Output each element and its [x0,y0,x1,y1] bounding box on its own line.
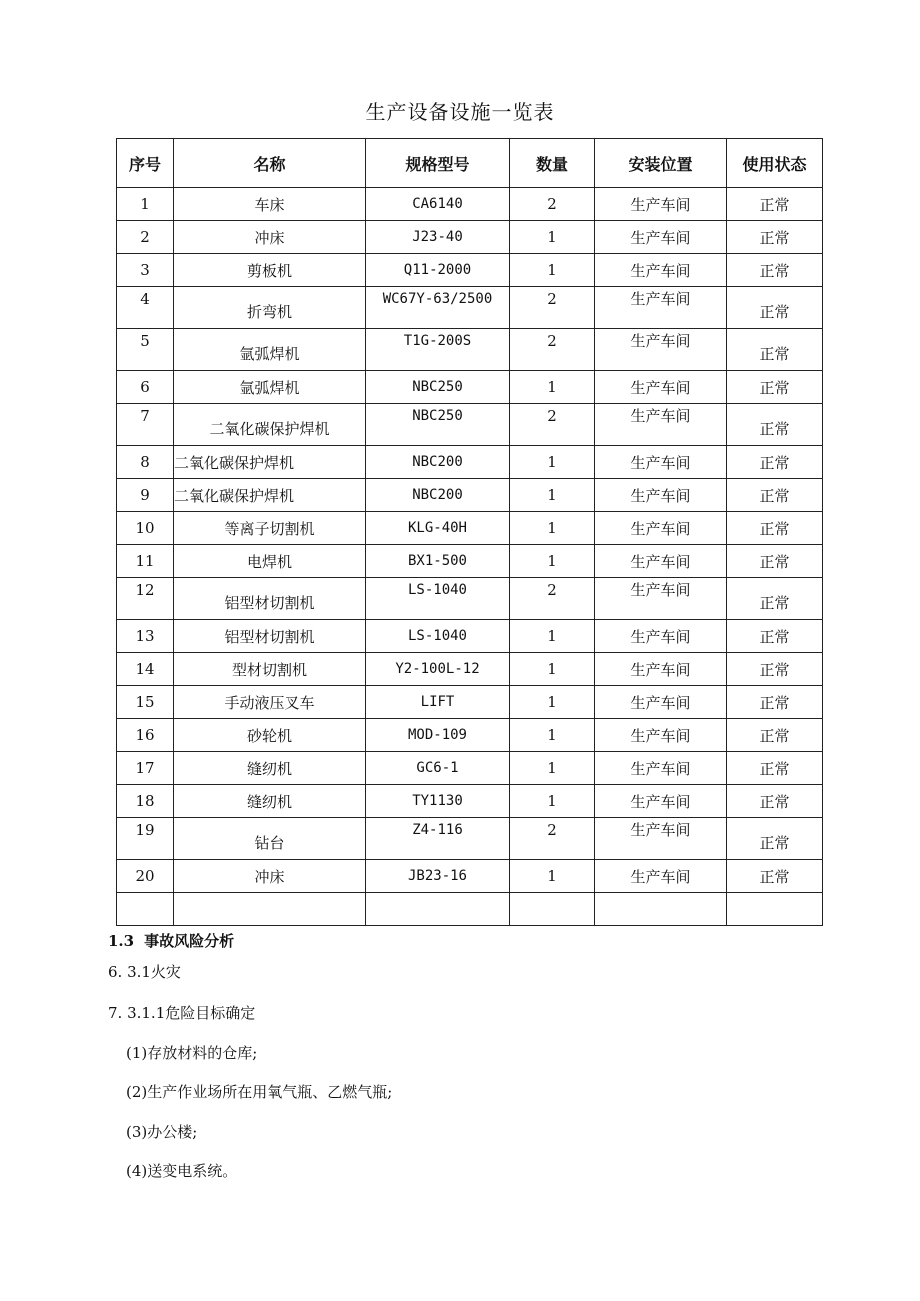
cell-name: 氩弧焊机 [174,371,366,404]
cell-model: GC6-1 [366,752,510,785]
cell-qty: 1 [510,254,595,287]
cell-no: 7 [117,404,174,446]
sub-list-item: (2)生产作业场所在用氧气瓶、乙燃气瓶; [126,1083,393,1101]
cell-status: 正常 [727,818,823,860]
header-model: 规格型号 [366,139,510,188]
cell-location: 生产车间 [595,188,727,221]
cell-qty: 2 [510,818,595,860]
cell-name: 等离子切割机 [174,512,366,545]
cell-name: 钻台 [174,818,366,860]
header-name: 名称 [174,139,366,188]
cell-qty: 1 [510,860,595,893]
cell-qty: 2 [510,329,595,371]
cell-no: 2 [117,221,174,254]
cell-location: 生产车间 [595,686,727,719]
table-row [117,785,823,818]
table-row [117,479,823,512]
cell-name: 缝纫机 [174,785,366,818]
table-row [117,446,823,479]
cell-model: NBC200 [366,446,510,479]
cell-location: 生产车间 [595,653,727,686]
cell-location: 生产车间 [595,371,727,404]
cell-status: 正常 [727,653,823,686]
table-row [117,578,823,620]
cell-model: Y2-100L-12 [366,653,510,686]
cell-location: 生产车间 [595,860,727,893]
cell-qty: 1 [510,686,595,719]
empty-cell [727,893,823,926]
cell-location: 生产车间 [595,620,727,653]
cell-location: 生产车间 [595,545,727,578]
cell-name: 电焊机 [174,545,366,578]
cell-no: 12 [117,578,174,620]
cell-name: 折弯机 [174,287,366,329]
page-title: 生产设备设施一览表 [365,100,555,124]
cell-no: 19 [117,818,174,860]
cell-location: 生产车间 [595,578,727,620]
empty-cell [595,893,727,926]
list-item: 7. 3.1.1危险目标确定 [108,1004,256,1022]
cell-no: 20 [117,860,174,893]
section-heading [108,930,234,951]
cell-no: 18 [117,785,174,818]
cell-status: 正常 [727,686,823,719]
cell-name: 缝纫机 [174,752,366,785]
cell-name: 型材切割机 [174,653,366,686]
table-row [117,287,823,329]
cell-status: 正常 [727,221,823,254]
cell-status: 正常 [727,512,823,545]
cell-model: NBC250 [366,404,510,446]
cell-qty: 1 [510,719,595,752]
header-status: 使用状态 [727,139,823,188]
cell-location: 生产车间 [595,287,727,329]
cell-name: 剪板机 [174,254,366,287]
cell-status: 正常 [727,620,823,653]
cell-model: WC67Y-63/2500 [366,287,510,329]
empty-cell [366,893,510,926]
header-qty: 数量 [510,139,595,188]
cell-name: 车床 [174,188,366,221]
cell-model: LS-1040 [366,620,510,653]
equipment-table [116,138,823,926]
cell-no: 16 [117,719,174,752]
cell-qty: 1 [510,371,595,404]
cell-name: 铝型材切割机 [174,620,366,653]
cell-status: 正常 [727,719,823,752]
cell-model: J23-40 [366,221,510,254]
cell-status: 正常 [727,371,823,404]
cell-model: Z4-116 [366,818,510,860]
cell-status: 正常 [727,785,823,818]
cell-qty: 1 [510,512,595,545]
cell-location: 生产车间 [595,221,727,254]
cell-no: 15 [117,686,174,719]
cell-name: 二氧化碳保护焊机 [174,446,366,479]
cell-no: 4 [117,287,174,329]
table-row [117,818,823,860]
cell-status: 正常 [727,254,823,287]
empty-cell [117,893,174,926]
cell-no: 8 [117,446,174,479]
cell-no: 11 [117,545,174,578]
table-row [117,860,823,893]
cell-no: 10 [117,512,174,545]
cell-qty: 1 [510,221,595,254]
cell-status: 正常 [727,860,823,893]
cell-name: 砂轮机 [174,719,366,752]
cell-no: 9 [117,479,174,512]
empty-cell [174,893,366,926]
cell-model: CA6140 [366,188,510,221]
cell-location: 生产车间 [595,512,727,545]
cell-location: 生产车间 [595,446,727,479]
cell-qty: 1 [510,653,595,686]
cell-no: 14 [117,653,174,686]
cell-status: 正常 [727,287,823,329]
cell-model: TY1130 [366,785,510,818]
section-number: 1.3 [108,932,135,950]
cell-name: 冲床 [174,221,366,254]
cell-qty: 1 [510,785,595,818]
cell-qty: 1 [510,479,595,512]
cell-location: 生产车间 [595,404,727,446]
cell-name: 二氧化碳保护焊机 [174,479,366,512]
cell-qty: 2 [510,578,595,620]
table-row [117,752,823,785]
cell-status: 正常 [727,329,823,371]
table-row [117,719,823,752]
cell-model: BX1-500 [366,545,510,578]
cell-location: 生产车间 [595,719,727,752]
table-row [117,254,823,287]
cell-no: 3 [117,254,174,287]
table-row [117,329,823,371]
cell-location: 生产车间 [595,752,727,785]
cell-model: LIFT [366,686,510,719]
cell-qty: 2 [510,287,595,329]
cell-name: 铝型材切割机 [174,578,366,620]
cell-status: 正常 [727,545,823,578]
cell-qty: 2 [510,188,595,221]
section-title: 事故风险分析 [144,932,235,950]
cell-location: 生产车间 [595,818,727,860]
cell-no: 6 [117,371,174,404]
table-header-row [117,139,823,188]
table-row [117,653,823,686]
header-no: 序号 [117,139,174,188]
table-row [117,371,823,404]
cell-name: 二氧化碳保护焊机 [174,404,366,446]
header-location: 安装位置 [595,139,727,188]
table-row-empty [117,893,823,926]
cell-model: NBC250 [366,371,510,404]
table-row [117,545,823,578]
table-row [117,512,823,545]
cell-status: 正常 [727,752,823,785]
cell-model: NBC200 [366,479,510,512]
cell-qty: 2 [510,404,595,446]
cell-no: 1 [117,188,174,221]
cell-model: T1G-200S [366,329,510,371]
cell-no: 17 [117,752,174,785]
table-row [117,221,823,254]
cell-location: 生产车间 [595,254,727,287]
cell-status: 正常 [727,479,823,512]
cell-no: 5 [117,329,174,371]
empty-cell [510,893,595,926]
table-row [117,188,823,221]
table-row [117,620,823,653]
cell-status: 正常 [727,188,823,221]
cell-qty: 1 [510,620,595,653]
cell-status: 正常 [727,404,823,446]
cell-location: 生产车间 [595,329,727,371]
cell-name: 手动液压叉车 [174,686,366,719]
cell-status: 正常 [727,446,823,479]
cell-model: JB23-16 [366,860,510,893]
cell-name: 冲床 [174,860,366,893]
table-row [117,686,823,719]
cell-qty: 1 [510,545,595,578]
cell-qty: 1 [510,446,595,479]
cell-location: 生产车间 [595,479,727,512]
sub-list-item: (3)办公楼; [126,1123,198,1141]
cell-location: 生产车间 [595,785,727,818]
cell-model: KLG-40H [366,512,510,545]
cell-status: 正常 [727,578,823,620]
cell-model: MOD-109 [366,719,510,752]
sub-list-item: (4)送变电系统。 [126,1162,238,1180]
cell-no: 13 [117,620,174,653]
cell-model: LS-1040 [366,578,510,620]
table-row [117,404,823,446]
cell-qty: 1 [510,752,595,785]
sub-list-item: (1)存放材料的仓库; [126,1044,258,1062]
list-item: 6. 3.1火灾 [108,963,181,981]
cell-name: 氩弧焊机 [174,329,366,371]
cell-model: Q11-2000 [366,254,510,287]
